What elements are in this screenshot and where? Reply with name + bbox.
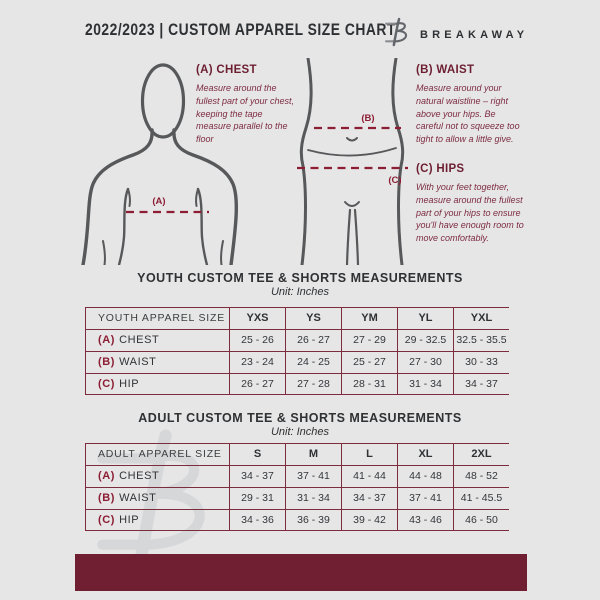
table-cell: 28 - 31 [341,373,397,395]
table-cell: 23 - 24 [229,351,285,373]
table-cell: 39 - 42 [341,509,397,531]
adult-row-label: (A) CHEST [86,465,229,487]
table-cell: 32.5 - 35.5 [453,329,509,351]
table-cell: 37 - 41 [397,487,453,509]
left-armpit-notch [128,189,130,206]
chest-description: Measure around the fullest part of your chest, keeping the tape measure parallel to the floor [196,83,295,145]
table-cell: 24 - 25 [285,351,341,373]
table-cell: 30 - 33 [453,351,509,373]
waist-marker-label: (B) [361,113,375,124]
hips-heading: (C) HIPS [416,163,465,175]
table-cell: 29 - 31 [229,487,285,509]
right-chest-line [198,189,207,265]
adult-col-header: XL [397,443,453,465]
adult-col-header: M [285,443,341,465]
right-armpit-notch [196,189,198,206]
breakaway-b-monogram-icon [384,17,411,47]
left-forearm-line [103,241,105,265]
left-shoulder-arm [83,130,152,265]
table-cell: 44 - 48 [397,465,453,487]
youth-row-label: (B) WAIST [86,351,229,373]
adult-table-title: ADULT CUSTOM TEE & SHORTS MEASUREMENTS [138,411,462,425]
youth-col-header: YXL [453,307,509,329]
table-cell: 37 - 41 [285,465,341,487]
youth-col-header: YS [285,307,341,329]
brand-lockup [384,17,528,47]
chest-heading: (A) CHEST [196,64,257,76]
table-cell: 34 - 37 [453,373,509,395]
left-chest-line [119,189,128,265]
table-cell: 34 - 37 [341,487,397,509]
adult-row-label: (C) HIP [86,509,229,531]
adult-row-label: (B) WAIST [86,487,229,509]
adult-table-unit: Unit: Inches [270,426,330,438]
table-cell: 41 - 44 [341,465,397,487]
footer-accent-bar [75,554,527,591]
adult-col-header: S [229,443,285,465]
adult-col-header: 2XL [453,443,509,465]
table-cell: 27 - 29 [341,329,397,351]
youth-row-label: (C) HIP [86,373,229,395]
lower-body-figure [295,58,410,265]
table-cell: 26 - 27 [229,373,285,395]
adult-col-header: L [341,443,397,465]
youth-col-header: YXS [229,307,285,329]
table-cell: 36 - 39 [285,509,341,531]
adult-corner-header: ADULT APPAREL SIZE [86,443,229,465]
adult-size-table [85,443,509,531]
youth-col-header: YL [397,307,453,329]
table-cell: 34 - 36 [229,509,285,531]
youth-corner-header: YOUTH APPAREL SIZE [86,307,229,329]
head-outline [143,65,184,137]
navel-mark [347,138,357,141]
right-inner-leg [355,210,358,265]
left-torso-leg-outline [301,58,311,265]
table-cell: 31 - 34 [397,373,453,395]
youth-table-title: YOUTH CUSTOM TEE & SHORTS MEASUREMENTS [137,271,463,285]
hips-instructions [416,163,528,245]
table-cell: 46 - 50 [453,509,509,531]
left-inner-leg [347,210,350,265]
table-cell: 25 - 27 [341,351,397,373]
table-cell: 26 - 27 [285,329,341,351]
table-cell: 27 - 30 [397,351,453,373]
hips-description: With your feet together, measure around the fullest part of your hips to ensure you'll have enough room to move comfortably. [416,182,524,244]
table-cell: 48 - 52 [453,465,509,487]
page-title: 2022/2023 | CUSTOM APPAREL SIZE CHART [85,21,396,39]
youth-size-table [85,307,509,395]
youth-col-header: YM [341,307,397,329]
crotch-curve [345,202,359,206]
right-forearm-line [221,241,223,265]
table-cell: 41 - 45.5 [453,487,509,509]
hip-marker-label: (C) [388,175,402,186]
table-cell: 25 - 26 [229,329,285,351]
youth-row-label: (A) CHEST [86,329,229,351]
waist-heading: (B) WAIST [416,64,475,76]
right-torso-leg-outline [393,58,403,265]
brand-name: BREAKAWAY [420,29,529,41]
waistband-curve [308,148,396,156]
chest-marker-label: (A) [152,196,166,207]
youth-table-unit: Unit: Inches [270,286,330,298]
table-cell: 27 - 28 [285,373,341,395]
table-cell: 34 - 37 [229,465,285,487]
waist-instructions [416,64,524,146]
chest-instructions [196,64,298,146]
table-cell: 29 - 32.5 [397,329,453,351]
right-shoulder-arm [174,130,236,265]
waist-description: Measure around your natural waistline – right above your hips. Be careful not to squeeze too tight to allow a little give. [416,83,520,145]
table-cell: 43 - 46 [397,509,453,531]
table-cell: 31 - 34 [285,487,341,509]
